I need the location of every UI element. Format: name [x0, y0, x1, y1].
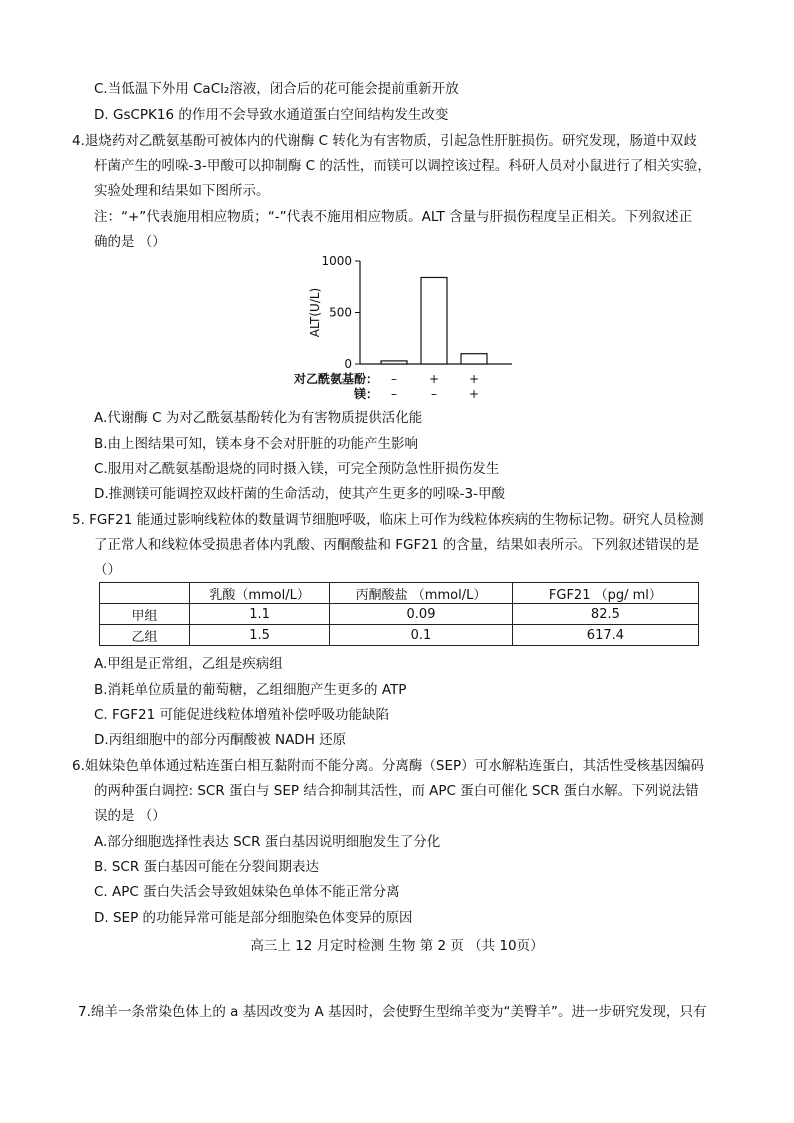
question-6-option-b: B. SCR 蛋白基因可能在分裂间期表达 — [94, 859, 320, 875]
question-5-stem: 了正常人和线粒体受损患者体内乳酸、丙酮酸盐和 FGF21 的含量，结果如表所示。下列叙述错误的是 — [94, 537, 700, 553]
results-table — [99, 582, 699, 646]
table-row — [100, 625, 699, 646]
table-header-cell: 丙酮酸盐 （mmol/L） — [330, 583, 513, 604]
question-4-option-d: D.推测镁可能调控双歧杆菌的生命活动，使其产生更多的吲哚-3-甲酸 — [94, 486, 506, 502]
mg-treatment-label: – — [431, 387, 437, 401]
question-4-note: 注：“+”代表施用相应物质；“-”代表不施用相应物质。ALT 含量与肝损伤程度呈正相关。下列叙述正 — [94, 209, 693, 225]
table-cell: 82.5 — [512, 604, 698, 625]
y-tick-label: 1000 — [321, 254, 352, 268]
question-7-stem: 7.绵羊一条常染色体上的 a 基因改变为 A 基因时，会使野生型绵羊变为“美臀羊”。进一步研究发现，只有 — [78, 1004, 707, 1020]
chart-bars — [381, 277, 487, 364]
question-4-option-a: A.代谢酶 C 为对乙酰氨基酚转化为有害物质提供活化能 — [94, 410, 423, 426]
y-axis-label: ALT(U/L) — [308, 287, 322, 338]
table-cell: 617.4 — [512, 625, 698, 646]
question-4-note: 确的是 （） — [94, 234, 166, 250]
table-cell: 乙组 — [100, 625, 190, 646]
option-c-prev: C.当低温下外用 CaCl₂溶液，闭合后的花可能会提前重新开放 — [94, 81, 459, 97]
question-4-option-b: B.由上图结果可知，镁本身不会对肝脏的功能产生影响 — [94, 436, 419, 452]
y-tick-label: 500 — [329, 305, 352, 320]
question-5-stem: 5. FGF21 能通过影响线粒体的数量调节细胞呼吸，临床上可作为线粒体疾病的生物标记物。研究人员检测 — [72, 512, 704, 528]
table-cell: 甲组 — [100, 604, 190, 625]
mg-treatment-label: – — [391, 387, 397, 401]
question-6-option-c: C. APC 蛋白失活会导致姐妹染色单体不能正常分离 — [94, 884, 400, 900]
drug-treatment-label: + — [468, 372, 480, 386]
question-5-option-c: C. FGF21 可能促进线粒体增殖补偿呼吸功能缺陷 — [94, 707, 389, 723]
drug-treatment-label: + — [428, 372, 440, 386]
table-header-cell — [100, 583, 190, 604]
question-4-option-c: C.服用对乙酰氨基酚退烧的同时摄入镁，可完全预防急性肝损伤发生 — [94, 461, 500, 477]
drug-treatment-label: – — [391, 372, 397, 386]
table-cell: 0.09 — [330, 604, 513, 625]
table-header-cell: 乳酸（mmol/L） — [190, 583, 330, 604]
row-label-mg: 镁： — [353, 387, 378, 401]
table-cell: 1.5 — [190, 625, 330, 646]
question-5-option-d: D.丙组细胞中的部分丙酮酸被 NADH 还原 — [94, 732, 347, 748]
question-4-stem: 4.退烧药对乙酰氨基酚可被体内的代谢酶 C 转化为有害物质，引起急性肝脏损伤。研究发现，肠道中双歧 — [72, 133, 697, 149]
question-6-stem: 的两种蛋白调控: SCR 蛋白与 SEP 结合抑制其活性，而 APC 蛋白可催化 SCR 蛋白水解。下列说法错 — [94, 783, 699, 799]
question-5-stem: （） — [94, 562, 121, 578]
question-5-option-b: B.消耗单位质量的葡萄糖，乙组细胞产生更多的 ATP — [94, 682, 407, 698]
question-6-stem: 误的是 （） — [94, 808, 166, 824]
table-header-row — [100, 583, 699, 604]
question-6-option-a: A.部分细胞选择性表达 SCR 蛋白基因说明细胞发生了分化 — [94, 834, 441, 850]
question-5-option-a: A.甲组是正常组，乙组是疾病组 — [94, 656, 283, 672]
bar — [381, 361, 407, 364]
question-6-option-d: D. SEP 的功能异常可能是部分细胞染色体变异的原因 — [94, 910, 413, 926]
table-header-cell: FGF21 （pg/ ml） — [512, 583, 698, 604]
question-6-stem: 6.姐妹染色单体通过粘连蛋白相互黏附而不能分离。分离酶（SEP）可水解粘连蛋白，其活性受核基因编码 — [72, 758, 705, 774]
option-d-prev: D. GsCPK16 的作用不会导致水通道蛋白空间结构发生改变 — [94, 107, 449, 123]
row-label-drug: 对乙酰氨基酚： — [293, 372, 378, 386]
question-4-stem: 杆菌产生的吲哚-3-甲酸可以抑制酶 C 的活性，而镁可以调控该过程。科研人员对小鼠进行了相关实验， — [94, 158, 711, 174]
chart-labels — [293, 254, 479, 401]
bar — [461, 354, 487, 364]
y-tick-label: 0 — [344, 357, 352, 371]
table-cell: 1.1 — [190, 604, 330, 625]
alt-bar-chart — [286, 252, 516, 402]
mg-treatment-label: + — [468, 387, 480, 401]
page-footer: 高三上 12 月定时检测 生物 第 2 页 （共 10页） — [250, 938, 544, 954]
question-4-stem: 实验处理和结果如下图所示。 — [94, 183, 270, 199]
table-cell: 0.1 — [330, 625, 513, 646]
bar — [421, 277, 447, 364]
table-row — [100, 604, 699, 625]
